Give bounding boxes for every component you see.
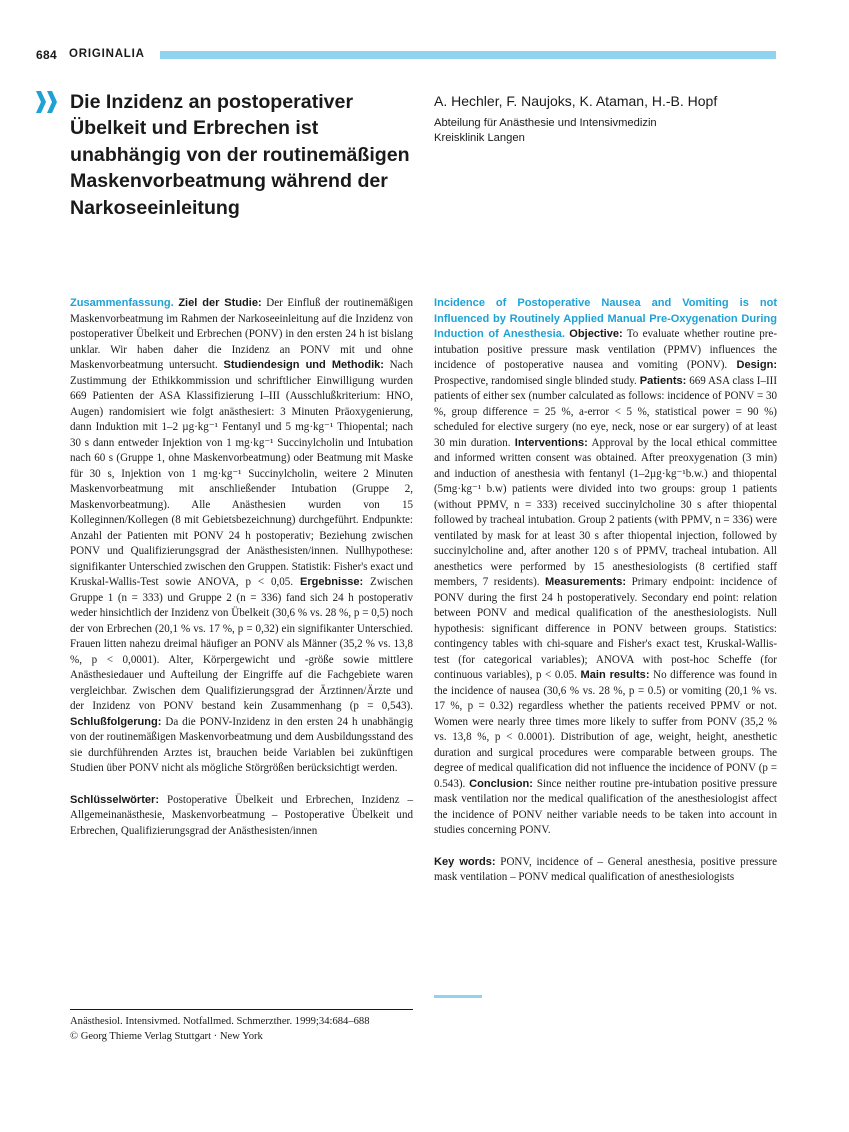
header-accent-bar xyxy=(160,51,776,59)
affiliation-department: Abteilung für Anästhesie und Intensivmedizin xyxy=(434,117,657,129)
english-keywords-text: PONV, incidence of – General anesthesia, positive pressure mask ventilation – PONV medical qualification of anesthesiologists xyxy=(434,855,777,883)
english-abstract xyxy=(434,296,777,886)
authors: A. Hechler, F. Naujoks, K. Ataman, H.-B. Hopf xyxy=(434,93,718,109)
german-keywords-text: Postoperative Übelkeit und Erbrechen, Inzidenz – Allgemeinanästhesie, Maskenvorbeatmung – Postoperative Übelkeit und Erbrechen, Qualifizierungsgrad der Anästhesisten/innen xyxy=(70,793,413,837)
label-design: Design: xyxy=(736,359,777,371)
text-design: Prospective, randomised single blinded study. xyxy=(434,374,640,387)
english-keywords-label: Key words: xyxy=(434,855,496,868)
footer-rule xyxy=(70,1009,413,1010)
text-ergebnisse: Zwischen Gruppe 1 (n = 333) und Gruppe 2 (n = 336) fand sich 24 h postoperativ weder hinsichtlich der Inzidenz von Übelkeit (30,6 % vs. 28 %, p = 0,5) noch der von Erbrechen (20,1 % vs. 17 %, p = 0,32) ein signifikanter Unterschied. Frauen litten nahezu dreimal häufiger an PONV als Männer (35,2 % vs. 13,8 %, p < 0,0001). Alter, Körpergewicht und -größe sowie mittlere Anästhesiedauer und Aufteilung der Eingriffe auf die Fachgebiete waren vergleichbar. Zwischen dem Qualifizierungsgrad der Ärztinnen/Ärzte und der Inzidenz von PONV bestand kein Zusammenhang (p = 0,543). xyxy=(70,576,413,712)
label-ergebnisse: Ergebnisse: xyxy=(299,576,364,588)
running-header xyxy=(36,48,776,62)
english-keywords xyxy=(434,855,777,886)
german-abstract-body xyxy=(70,296,413,777)
journal-citation: Anästhesiol. Intensivmed. Notfallmed. Schmerzther. 1999;34:684–688 xyxy=(70,1016,370,1027)
text-conclusion: Since neither routine pre-intubation positive pressure mask ventilation nor the medical qualification of the anesthesiologist affect the incidence of PONV neither variable needs to be taken into account in studies concerning PONV. xyxy=(434,777,777,836)
german-abstract-heading: Zusammenfassung. xyxy=(70,297,174,309)
label-ziel: Ziel der Studie: xyxy=(178,297,262,309)
article-title: Die Inzidenz an postoperativer Übelkeit und Erbrechen ist unabhängig von der routinemäßigen Maskenvorbeatmung während der Narkoseeinleitung xyxy=(70,91,410,219)
text-studiendesign: Nach Zustimmung der Ethikkommission und schriftlicher Einwilligung wurden 669 Patienten der ASA Klassifizierung I–III (Ausschlußkriterium: HNO, Augen) randomisiert wie folgt anästhesiert: 3 Minuten Präoxygenierung, dann Induktion mit 1–2 µg·kg⁻¹ Fentanyl und 5 mg·kg⁻¹ Thiopental; nach 30 s dann entweder Injektion von 1 mg·kg⁻¹ Succinylcholin und Intubation nach 60 s (Gruppe 1, ohne Maskenvorbeatmung) oder Beatmung mit Maske für 30 s, Injektion von 1 mg·kg⁻¹ Succinylcholin, weitere 2 Minuten Maskenvorbeatmung mit anschließender Intubation (Gruppe 2, Maskenvorbeatmung). Alle Anästhesien wurden von 15 Kolleginnen/Kollegen (8 mit Gebietsbezeichnung) durchgeführt. Endpunkte: Anzahl der Patienten mit PONV 24 h postoperativ; Beziehung zwischen PONV und Qualifizierungsgrad der Anästhesisten/innen. Nullhypothese: signifikanter Unterschied zwischen den Gruppen. Statistik: Fisher's exact und Kruskal-Wallis-Test sowie ANOVA, p < 0,05. xyxy=(70,359,413,588)
label-main-results: Main results: xyxy=(580,669,650,681)
text-ziel: Der Einfluß der routinemäßigen Maskenvorbeatmung im Rahmen der Narkoseeinleitung auf die Inzidenz von postoperativer Übelkeit und Erbrechen (PONV) in den ersten 24 h ist bislang unklar. Wir haben daher die Inzidenz an PONV mit und ohne Maskenvorbeatmung untersucht. xyxy=(70,297,414,371)
german-abstract xyxy=(70,296,413,839)
publisher-copyright: © Georg Thieme Verlag Stuttgart · New York xyxy=(70,1031,263,1042)
abstract-end-bar xyxy=(434,995,482,998)
label-schlussfolgerung: Schlußfolgerung: xyxy=(70,715,162,728)
label-patients: Patients: xyxy=(639,374,687,387)
english-abstract-heading: Incidence of Postoperative Nausea and Vomiting is not Influenced by Routinely Applied Manual Pre-Oxygenation During Induction of Anesthesia. xyxy=(434,297,777,340)
label-objective: Objective: xyxy=(569,328,623,340)
label-conclusion: Conclusion: xyxy=(469,777,533,790)
footer xyxy=(70,1014,370,1044)
affiliation xyxy=(434,116,657,146)
section-label: ORIGINALIA xyxy=(69,48,145,60)
text-patients: 669 ASA class I–III patients of either sex (number calculated as follows: incidence of PONV = 30 %, group difference = 25 %, a-error < 5 %, statistical power = 90 %) scheduled for elective surgery (no eye, neck, nose or ear surgery) of at least 30 min duration. xyxy=(434,374,777,449)
label-measurements: Measurements: xyxy=(545,576,627,588)
german-keywords-label: Schlüsselwörter: xyxy=(70,793,160,806)
german-keywords xyxy=(70,793,413,840)
text-objective: To evaluate whether routine pre-intubation positive pressure mask ventilation (PPMV) influences the incidence of postoperative nausea and vomiting (PONV). xyxy=(434,328,777,371)
text-main-results: No difference was found in the incidence of nausea (30,6 % vs. 28 %, p = 0.5) or vomiting (20,1 % vs. 17 %, p = 0.32) regardless whether the patients received PPMV or not. Women were nearly three times more likely to suffer from PONV (35,2 % vs. 13,8 %, p < 0.0001). Distribution of age, weight, height, anesthetic duration and surgical procedures were comparable between groups. The degree of medical qualification did not influence the incidence of PONV (p = 0.543). xyxy=(434,669,778,790)
double-chevron-right-icon xyxy=(35,91,59,113)
label-interventions: Interventions: xyxy=(514,436,588,449)
affiliation-institution: Kreisklinik Langen xyxy=(434,132,525,144)
text-interventions: Approval by the local ethical committee and informed written consent was obtained. After preoxygenation (3 min) and induction of anesthesia with fentanyl (1–2µg·kg⁻¹b.w.) and thiopental (5mg·kg⁻¹ b.w) patients were divided into two groups: group 1 patients (without PPMV, n = 333) received succinylcholine 30 s after thiopental followed by tracheal intubation. Group 2 patients (with PPMV, n = 336) were ventilated by mask for at least 30 s after thiopental injection, followed by succinylcholine and, after another 120 s of PPMV, tracheal intubation. All anesthetics were performed by 15 anesthesiologists (8 certified staff members, 7 residents). xyxy=(434,436,777,588)
english-abstract-body xyxy=(434,296,777,839)
label-studiendesign: Studiendesign und Methodik: xyxy=(223,359,384,371)
text-schlussfolgerung: Da die PONV-Inzidenz in den ersten 24 h unabhängig von der routinemäßigen Maskenvorbeatmung und dem Ausbildungsstand des sie durchführenden Arztes ist, brauchen beide Variablen bei zukünftigen Studien über PONV nicht als mögliche Störgrößen berücksichtigt werden. xyxy=(70,715,413,774)
page-number: 684 xyxy=(36,48,57,62)
text-measurements: Primary endpoint: incidence of PONV during the first 24 h postoperatively. Secondary end point: relation between PONV and medical qualification of the anesthesiologists. Null hypothesis: significant difference in PONV between groups. Statistics: contingency tables with chi-square and Fisher's exact test, Kruskal-Wallis-test (for categorical variables); ANOVA with post-hoc Scheffe (for continuous variables), p < 0.05. xyxy=(434,576,777,681)
